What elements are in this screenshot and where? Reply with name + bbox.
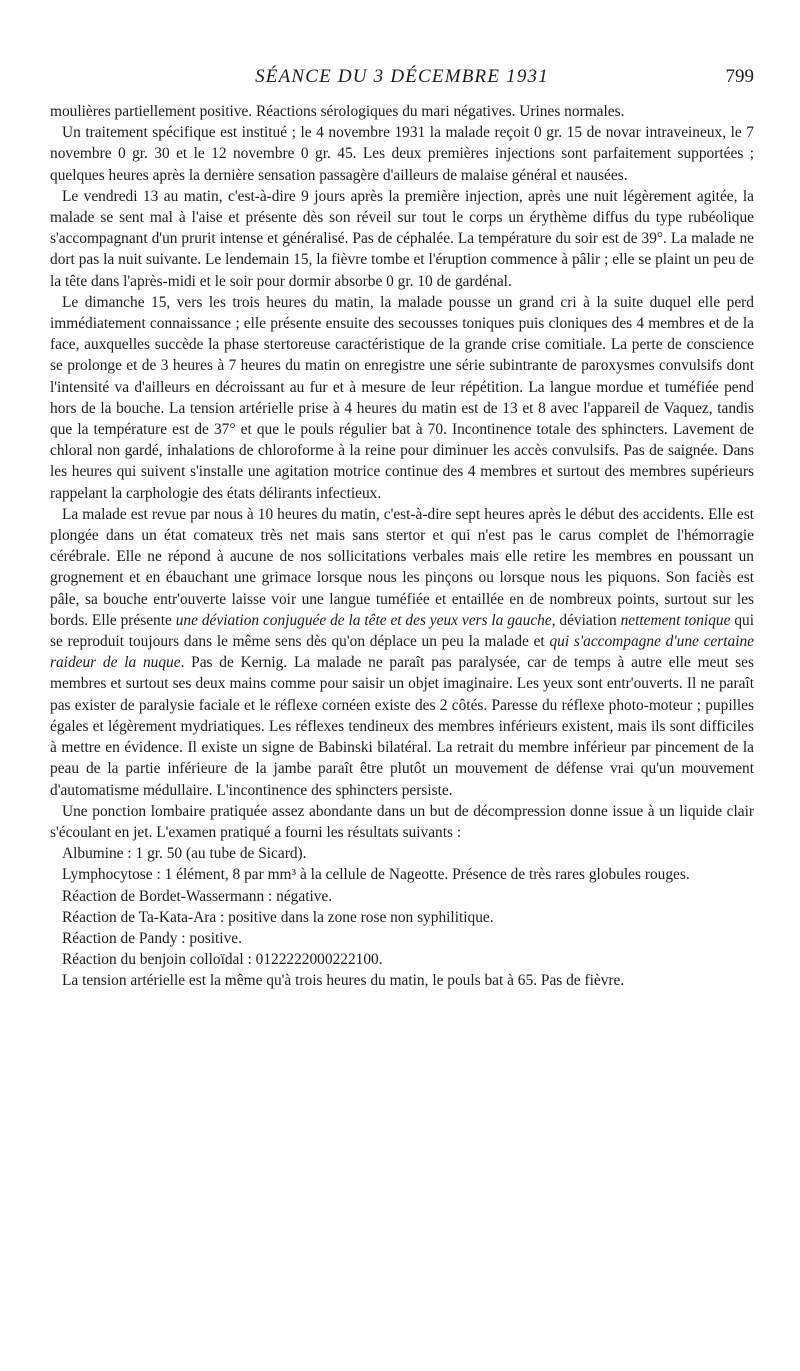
result-item <box>50 886 754 907</box>
text-segment: Lymphocytose : 1 élément, 8 par mm³ à la cellule de Nageotte. Présence de très rares globules rouges. <box>62 866 690 884</box>
text-segment: Albumine : 1 gr. 50 (au tube de Sicard). <box>62 845 307 863</box>
paragraph <box>50 186 754 292</box>
text-segment: . Pas de Kernig. La malade ne paraît pas paralysée, car de temps à autre elle meut ses membres et surtout ses deux mains comme pour saisir un objet imaginaire. Les yeux sont entr'ouverts. Il ne paraît pas exister de paralysie faciale et le réflexe cornéen existe des 2 côtés. Paresse du réflexe photo-moteur ; pupilles égales et légèrement mydriatiques. Les réflexes tendineux des membres inférieurs existent, mais ils sont difficiles à mettre en évidence. Il existe un signe de Babinski bilatéral. La retrait du membre inférieur par pincement de la peau de la partie inférieure de la jambe paraît être plutôt un mouvement de défense vrai qu'un mouvement d'automatisme médullaire. L'incontinence des sphincters persiste. <box>50 654 754 799</box>
text-segment: Le vendredi 13 au matin, c'est-à-dire 9 jours après la première injection, après une nuit légèrement agitée, la malade se sent mal à l'aise et présente dès son réveil sur tout le corps un érythème diffus du type rubéolique s'accompagnant d'un prurit intense et généralisé. Pas de céphalée. La température du soir est de 39°. La malade ne dort pas la nuit suivante. Le lendemain 15, la fièvre tombe et l'éruption commence à pâlir ; elle se plaint un peu de la tête dans l'après-midi et le soir pour dormir absorbe 0 gr. 10 de gardénal. <box>50 187 754 290</box>
running-title: SÉANCE DU 3 DÉCEMBRE 1931 <box>255 66 549 87</box>
text-segment: La malade est revue par nous à 10 heures du matin, c'est-à-dire sept heures après le début des accidents. Elle est plongée dans un état comateux très net mais sans stertor et qui n'est pas le carus complet de l'hémorragie cérébrale. Elle ne répond à aucune de nos sollicitations verbales mais elle retire les membres en poussant un grognement et en ébauchant une grimace lorsque nous les pinçons ou lorsque nous les piquons. Son faciès est pâle, sa bouche entr'ouverte laisse voir une langue tuméfiée et entaillée en de nombreux points, surtout sur les bords. Elle présente <box>50 505 754 629</box>
document-body <box>50 101 754 992</box>
text-segment: moulières partiellement positive. Réactions sérologiques du mari négatives. Urines normales. <box>50 103 625 120</box>
text-segment: Réaction du benjoin colloïdal : 0122222000222100. <box>62 951 383 969</box>
text-segment: Réaction de Pandy : positive. <box>62 929 242 947</box>
text-segment: Le dimanche 15, vers les trois heures du matin, la malade pousse un grand cri à la suite duquel elle perd immédiatement connaissance ; elle présente ensuite des secousses toniques puis cloniques des 4 membres et de la face, auxquelles succède la phase stertoreuse caractéristique de la grande crise comitiale. La perte de conscience se prolonge et de 3 heures à 7 heures du matin on enregistre une série subintrante de paroxysmes convulsifs dont l'intensité va d'ailleurs en décroissant au fur et à mesure de leur répétition. La langue mordue et tuméfiée pend hors de la bouche. La tension artérielle prise à 4 heures du matin est de 13 et 8 avec l'appareil de Vaquez, tandis que la température est de 37° et que le pouls régulier bat à 70. Incontinence totale des sphincters. Lavement de chloral non gardé, inhalations de chloroforme à la reine pour diminuer les accès convulsifs. Pas de saignée. Dans les heures qui suivent s'installe une agitation motrice continue des 4 membres et surtout des membres supérieurs rappelant la carphologie des états délirants infectieux. <box>50 293 754 502</box>
paragraph <box>50 504 754 801</box>
result-item <box>50 949 754 970</box>
italic-text: nettement tonique <box>620 611 731 629</box>
paragraph <box>50 101 754 122</box>
result-item <box>50 843 754 864</box>
result-item <box>50 928 754 949</box>
paragraph <box>50 970 754 991</box>
text-segment: , déviation <box>551 611 621 629</box>
paragraph <box>50 292 754 504</box>
text-segment: La tension artérielle est la même qu'à trois heures du matin, le pouls bat à 65. Pas de fièvre. <box>62 972 625 990</box>
page-number: 799 <box>725 66 754 87</box>
result-item <box>50 907 754 928</box>
italic-text: une déviation conjuguée de la tête et des yeux vers la gauche <box>175 611 552 629</box>
result-item <box>50 864 754 885</box>
text-segment: Réaction de Ta-Kata-Ara : positive dans la zone rose non syphilitique. <box>62 908 494 926</box>
text-segment: qui se reproduit toujours dans le même sens dès qu'on déplace un peu la malade et <box>50 611 754 651</box>
italic-text: qui s'accompagne d'une certaine raideur de la nuque <box>50 633 754 672</box>
paragraph <box>50 122 754 186</box>
text-segment: Une ponction lombaire pratiquée assez abondante dans un but de décompression donne issue à un liquide clair s'écoulant en jet. L'examen pratiqué a fourni les résultats suivants : <box>50 802 754 841</box>
paragraph <box>50 801 754 843</box>
text-segment: Un traitement spécifique est institué ; le 4 novembre 1931 la malade reçoit 0 gr. 15 de novar intraveineux, le 7 novembre 0 gr. 30 et le 12 novembre 0 gr. 45. Les deux premières injections sont parfaitement supportées ; quelques heures après la dernière sensation passagère d'ailleurs de malaise général et nausées. <box>50 124 754 184</box>
text-segment: Réaction de Bordet-Wassermann : négative. <box>62 887 333 905</box>
page-header <box>50 64 754 92</box>
